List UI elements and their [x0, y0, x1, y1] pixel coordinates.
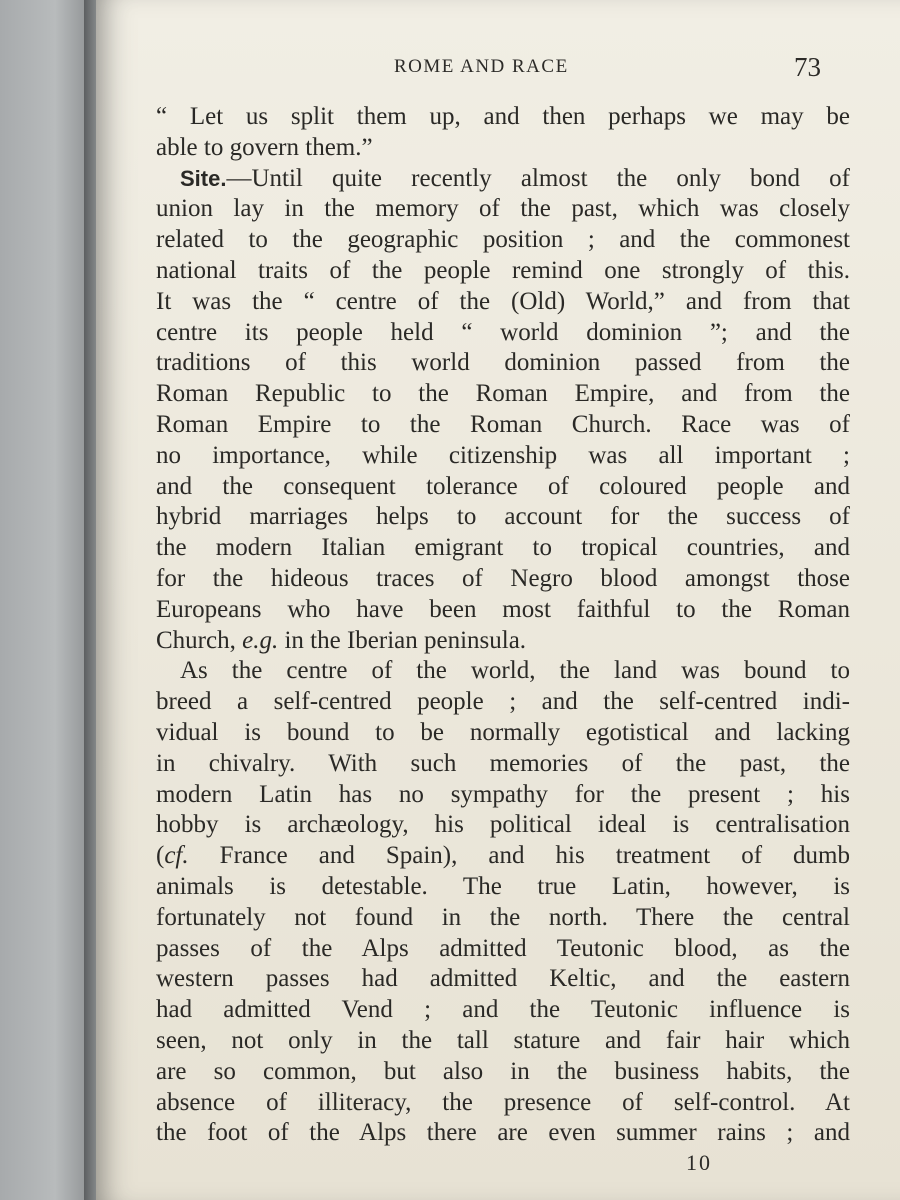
text-line: hybrid marriages helps to account for the success of — [156, 503, 850, 531]
text-line: western passes had admitted Keltic, and the eastern — [156, 965, 850, 993]
text-line: centre its people held “ world dominion ”; and the — [156, 318, 850, 346]
text-line: As the centre of the world, the land was bound to — [180, 657, 850, 685]
section-heading-site: Site. — [180, 165, 227, 191]
text-line: had admitted Vend ; and the Teutonic influence is — [156, 996, 850, 1024]
text-line: and the consequent tolerance of coloured people and — [156, 472, 850, 500]
text-line: modern Latin has no sympathy for the present ; his — [156, 780, 850, 808]
text-line: the modern Italian emigrant to tropical countries, and — [156, 534, 850, 562]
running-head — [96, 54, 900, 90]
text-line: passes of the Alps admitted Teutonic blood, as the — [156, 934, 850, 962]
text-line: hobby is archæology, his political ideal is centralisation — [156, 811, 850, 839]
text-line: absence of illiteracy, the presence of self-control. At — [156, 1088, 850, 1116]
text-line: Roman Republic to the Roman Empire, and from the — [156, 380, 850, 408]
abbreviation-eg: e.g. — [242, 626, 279, 654]
facing-page-edge — [0, 0, 92, 1200]
text-line: It was the “ centre of the (Old) World,” and from that — [156, 287, 850, 315]
running-title: ROME AND RACE — [394, 56, 569, 77]
abbreviation-cf: cf. — [164, 842, 189, 870]
text-line: in chivalry. With such memories of the past, the — [156, 749, 850, 777]
text-line: national traits of the people remind one strongly of this. — [156, 256, 850, 284]
text-line-fragment: —Until quite recently almost the only bond of — [226, 164, 850, 192]
text-line: Europeans who have been most faithful to the Roman — [156, 595, 850, 623]
page-number: 73 — [794, 52, 821, 82]
text-line: the foot of the Alps there are even summer rains ; and — [156, 1119, 850, 1147]
text-line: union lay in the memory of the past, which was closely — [156, 195, 850, 223]
text-line: are so common, but also in the business habits, the — [156, 1057, 850, 1085]
text-line: no importance, while citizenship was all important ; — [156, 441, 850, 469]
text-line: related to the geographic position ; and the commonest — [156, 226, 850, 254]
text-line: “ Let us split them up, and then perhaps we may be — [156, 103, 850, 130]
text-line — [156, 841, 850, 872]
text-line: able to govern them.” — [156, 133, 373, 161]
text-line: for the hideous traces of Negro blood amongst those — [156, 564, 850, 592]
text-line: breed a self-centred people ; and the self-centred indi- — [156, 688, 850, 716]
text-line-fragment: Church, — [156, 626, 243, 654]
signature-mark: 10 — [686, 1150, 712, 1175]
text-line-fragment: France and Spain), and his treatment of dumb — [188, 842, 850, 870]
text-line: animals is detestable. The true Latin, however, is — [156, 872, 850, 900]
text-line: vidual is bound to be normally egotistical and lacking — [156, 718, 850, 746]
text-line: traditions of this world dominion passed from the — [156, 349, 850, 377]
text-line — [156, 626, 850, 657]
text-line-fragment: in the Iberian peninsula. — [278, 626, 527, 654]
text-line: fortunately not found in the north. There the central — [156, 903, 850, 931]
text-line-fragment: ( — [156, 842, 165, 870]
book-page — [96, 0, 900, 1200]
text-line: Roman Empire to the Roman Church. Race was of — [156, 410, 850, 438]
text-line — [156, 164, 850, 195]
body-text — [156, 102, 850, 1149]
text-line: seen, not only in the tall stature and fair hair which — [156, 1026, 850, 1054]
